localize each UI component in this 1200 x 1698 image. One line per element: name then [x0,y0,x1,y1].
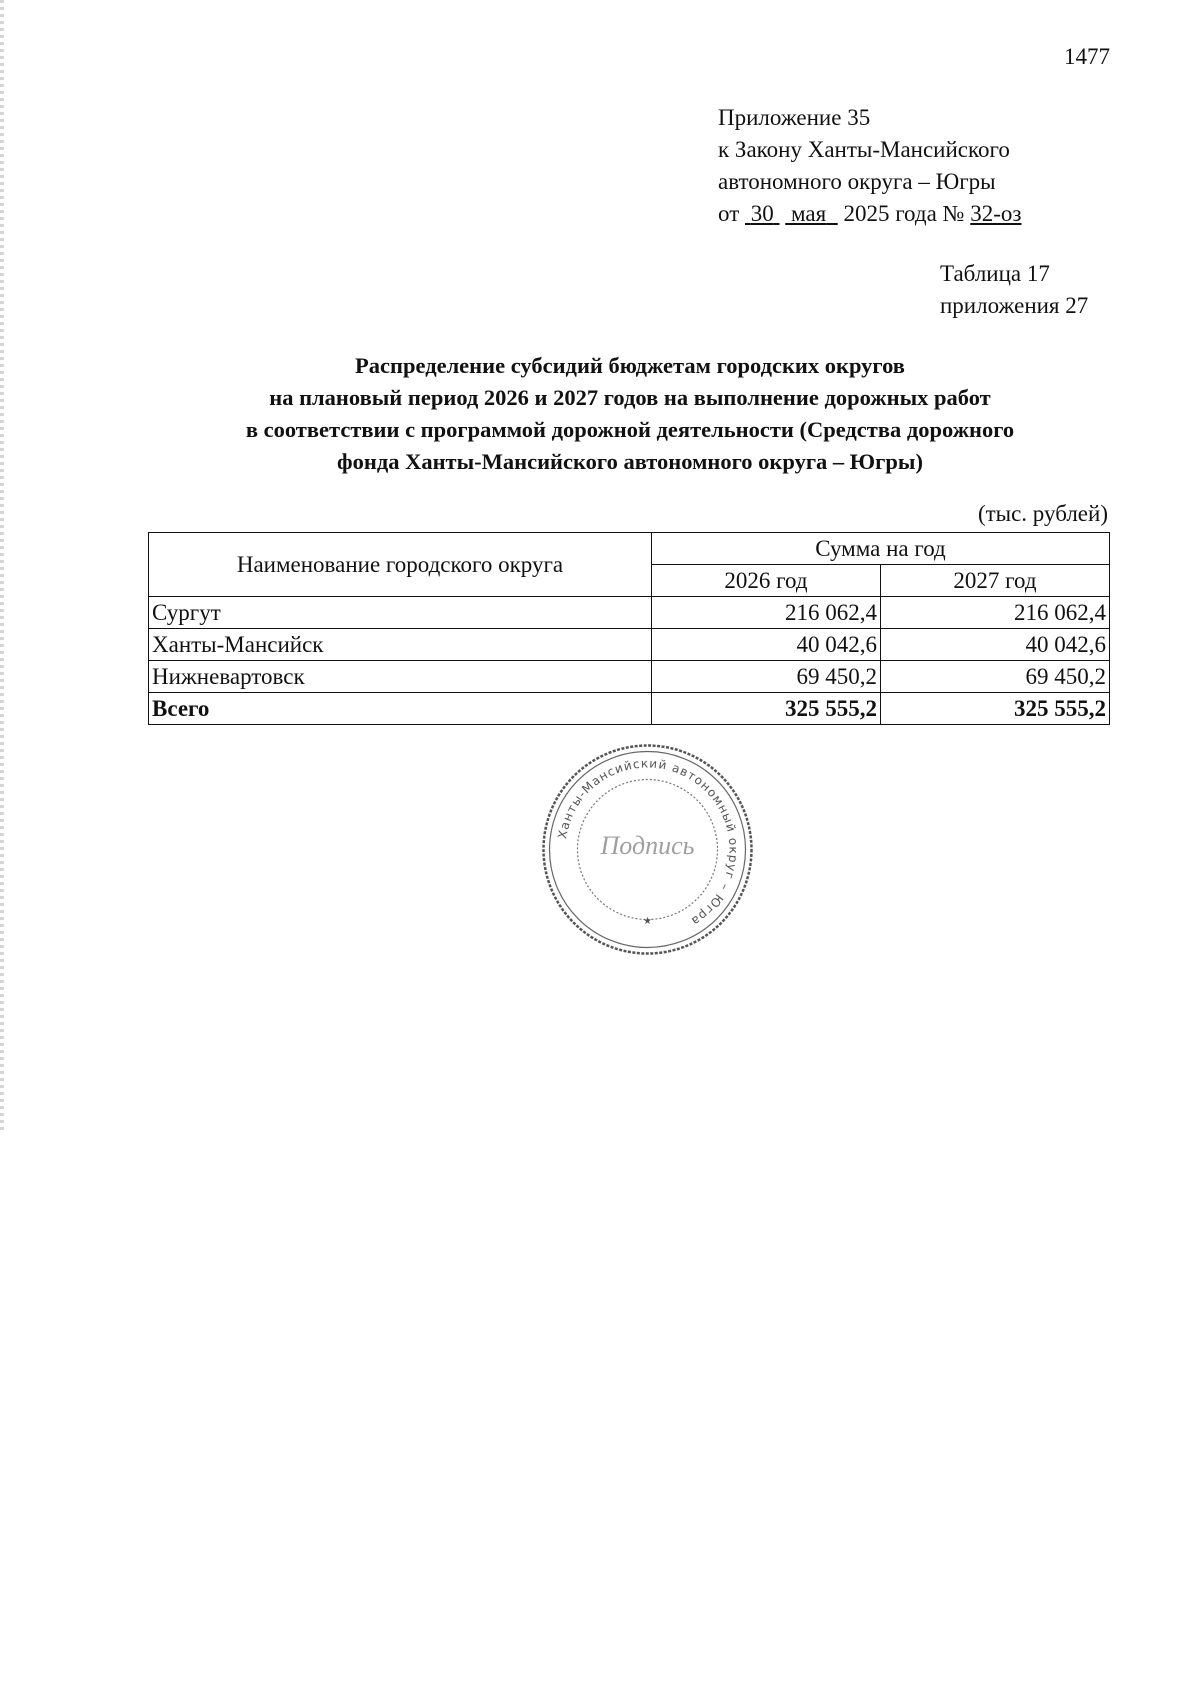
column-header-sum: Сумма на год [652,533,1110,565]
table-total-row [149,693,1110,725]
value-2026: 216 062,4 [652,597,881,629]
column-header-2027: 2027 год [881,565,1110,597]
appendix-line-1: Приложение 35 [718,105,871,130]
value-2027: 69 450,2 [881,661,1110,693]
heading-line-4: фонда Ханты-Мансийского автономного округа – Югры) [337,449,923,474]
district-name: Сургут [149,597,652,629]
svg-text:★: ★ [643,916,652,927]
heading-line-2: на плановый период 2026 и 2027 годов на выполнение дорожных работ [269,385,991,410]
table-row [149,597,1110,629]
subsidy-table [148,532,1110,725]
table-ref-line-2: приложения 27 [940,293,1089,318]
units-label: (тыс. рублей) [977,501,1108,526]
total-2026: 325 555,2 [652,693,881,725]
column-header-name: Наименование городского округа [149,533,652,597]
value-2027: 40 042,6 [881,629,1110,661]
table-row [149,661,1110,693]
date-year: 2025 года № [843,201,965,226]
date-month: мая [791,201,827,226]
seal-center-text: Подпись [600,831,695,860]
table-reference [940,258,1088,322]
date-prefix: от [718,201,740,226]
law-number: 32-оз [970,201,1022,226]
total-2027: 325 555,2 [881,693,1110,725]
district-name: Ханты-Мансийск [149,629,652,661]
district-name: Нижневартовск [149,661,652,693]
table-ref-line-1: Таблица 17 [940,261,1050,286]
value-2027: 216 062,4 [881,597,1110,629]
appendix-line-2: к Закону Ханты-Мансийского [718,137,1010,162]
date-day: 30 [750,201,774,226]
appendix-block [718,102,1022,230]
appendix-line-3: автономного округа – Югры [718,169,996,194]
total-label: Всего [149,693,652,725]
value-2026: 69 450,2 [652,661,881,693]
table-row [149,629,1110,661]
heading-line-1: Распределение субсидий бюджетам городских округов [355,353,905,378]
seal-ring-text: Ханты-Мансийский автономный округ – Югра [555,756,741,929]
scan-edge [0,0,4,1130]
document-heading [140,350,1120,478]
table-header-row [149,533,1110,565]
heading-line-3: в соответствии с программой дорожной деятельности (Средства дорожного [245,417,1015,442]
appendix-date-line [718,198,1022,230]
value-2026: 40 042,6 [652,629,881,661]
official-seal-icon [540,742,755,957]
column-header-2026: 2026 год [652,565,881,597]
page-number: 1477 [1064,44,1110,69]
